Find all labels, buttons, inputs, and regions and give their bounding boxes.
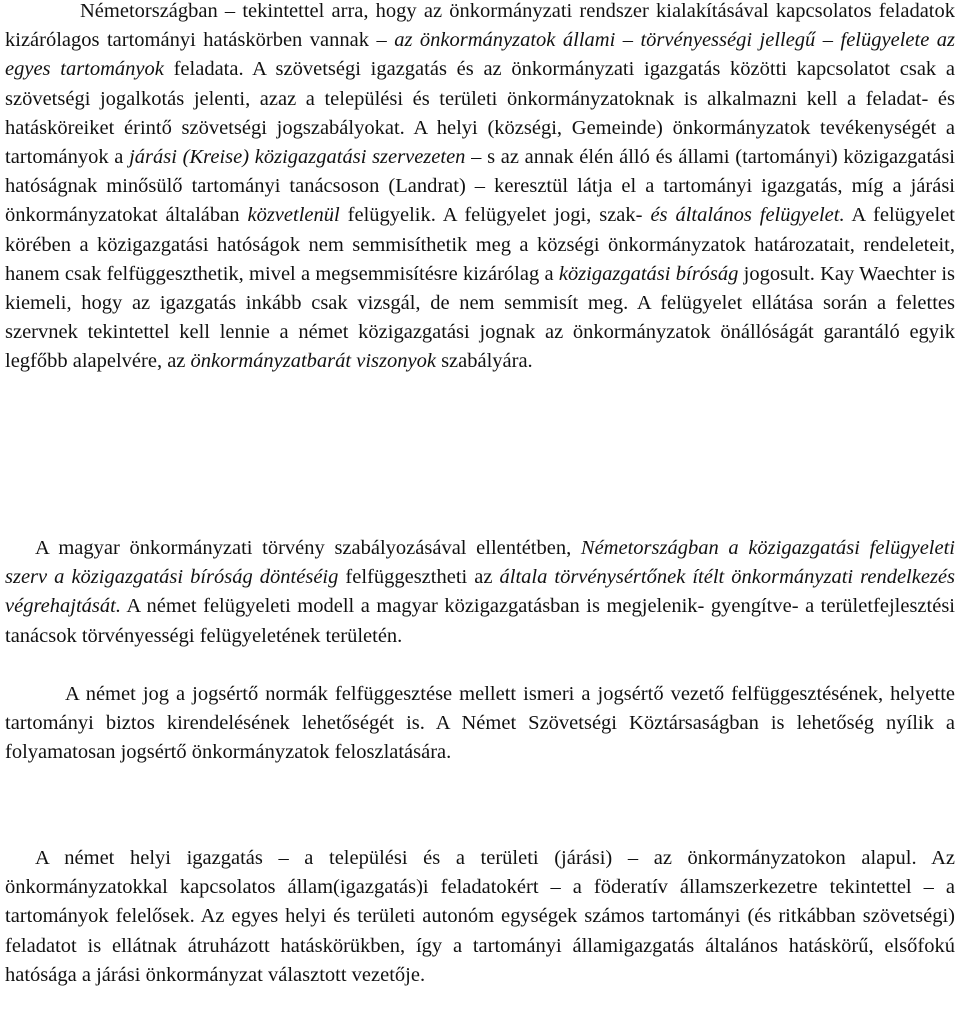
paragraph-3 [5, 680, 955, 768]
paragraph-2 [5, 534, 955, 651]
text-segment: szabályára. [435, 350, 533, 373]
text-segment: felfüggesztheti az [338, 566, 500, 589]
paragraph-4 [5, 844, 955, 990]
italic-text-segment: közvetlenül [247, 204, 340, 227]
italic-text-segment: közigazgatási bíróság [558, 262, 739, 285]
text-segment: A magyar önkormányzati törvény szabályozásával ellentétben, [35, 537, 581, 559]
text-segment: A német jog a jogsértő normák felfüggesztése mellett ismeri a jogsértő vezető felfüggesztésének, helyette tartományi biztos kirendelésének lehetőségét is. A Német Szövetségi Köztársaságban is lehetőség nyílik a folyamatosan jogsértő önkormányzatok feloszlatására. [5, 683, 955, 764]
italic-text-segment: és általános felügyelet. [650, 204, 845, 227]
text-segment: A felügyelet körében a közigazgatási hatóságok nem semmisíthetik meg a községi önkormányzatok határozatait, rendeleteit, hanem csak felfüggeszthetik, mivel a megsemmisítésre kizárólag a [5, 204, 955, 285]
text-segment: felügyelik. A felügyelet jogi, szak- [339, 204, 651, 227]
text-segment: jogosult. Kay Waechter is kiemeli, hogy az igazgatás inkább csak vizsgál, de nem semmisít meg. A felügyelet ellátása során a felettes szervnek tekintettel kell lennie a német közigazgatási jognak az önkormányzatok önállóságát garantáló egyik legfőbb alapelvére, az [5, 262, 955, 373]
italic-text-segment: Németországban a közigazgatási felügyeleti szerv a közigazgatási bíróság döntéséig [5, 537, 955, 589]
text-segment: feladata. A szövetségi igazgatás és az önkormányzati igazgatás közötti kapcsolatot csak a szövetségi jogalkotás jelenti, azaz a települési és területi önkormányzatoknak is alkalmazni kell a feladat- és hatásköreiket érintő szövetségi jogszabályokat. A helyi (községi, Gemeinde) önkormányzatok tevékenységét a tartományok a [5, 58, 955, 169]
italic-text-segment: járási (Kreise) közigazgatási szervezeten [129, 146, 466, 169]
italic-text-segment: az önkormányzatok állami – törvényességi jellegű – felügyelete az egyes tartományok [5, 29, 955, 81]
text-segment: – s az annak élén álló és állami (tartományi) közigazgatási hatóságnak minősülő tartományi tanácsoson (Landrat) – keresztül látja el a tartományi igazgatás, míg a járási önkormányzatokat általában [5, 146, 955, 227]
italic-text-segment: általa törvénysértőnek ítélt önkormányzati rendelkezés végrehajtását. [5, 566, 955, 618]
text-segment: Németországban – tekintettel arra, hogy az önkormányzati rendszer kialakításával kapcsolatos feladatok kizárólagos tartományi hatáskörben vannak – [5, 0, 955, 52]
text-segment: A német felügyeleti modell a magyar közigazgatásban is megjelenik- gyengítve- a területfejlesztési tanácsok törvényességi felügyeletének területén. [5, 595, 955, 647]
italic-text-segment: önkormányzatbarát viszonyok [190, 350, 436, 373]
paragraph-1 [5, 0, 955, 377]
text-segment: A német helyi igazgatás – a települési és a területi (járási) – az önkormányzatokon alapul. Az önkormányzatokkal kapcsolatos állam(igazgatás)i feladatokért – a föderatív államszerkezetre tekintettel – a tartományok felelősek. Az egyes helyi és területi autonóm egységek számos tartományi (és ritkábban szövetségi) feladatot is ellátnak átruházott hatáskörükben, így a tartományi államigazgatás általános hatáskörű, elsőfokú hatósága a járási önkormányzat választott vezetője. [5, 847, 955, 986]
